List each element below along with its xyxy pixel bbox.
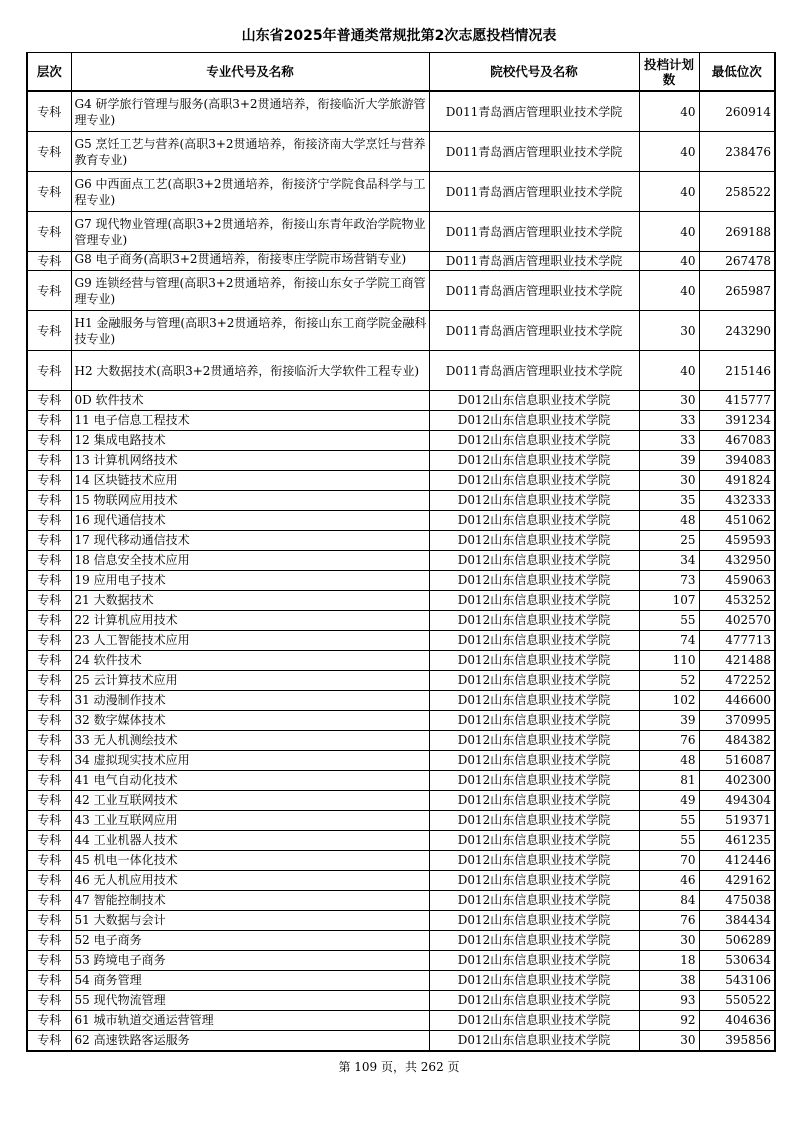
- table-row: [27, 491, 775, 511]
- cell-level: 专科: [27, 451, 71, 471]
- cell-min-rank: 506289: [699, 931, 775, 951]
- cell-plan: 40: [639, 212, 699, 252]
- cell-min-rank: 451062: [699, 511, 775, 531]
- cell-level: 专科: [27, 591, 71, 611]
- cell-min-rank: 404636: [699, 1011, 775, 1031]
- cell-school: D012山东信息职业技术学院: [429, 431, 639, 451]
- cell-plan: 48: [639, 751, 699, 771]
- table-row: [27, 811, 775, 831]
- table-row: [27, 631, 775, 651]
- cell-school: D012山东信息职业技术学院: [429, 451, 639, 471]
- cell-major: 18 信息安全技术应用: [71, 551, 429, 571]
- cell-min-rank: 265987: [699, 271, 775, 311]
- table-row: [27, 571, 775, 591]
- cell-level: 专科: [27, 631, 71, 651]
- cell-min-rank: 391234: [699, 411, 775, 431]
- cell-major: 44 工业机器人技术: [71, 831, 429, 851]
- cell-major: 19 应用电子技术: [71, 571, 429, 591]
- cell-min-rank: 267478: [699, 252, 775, 271]
- cell-min-rank: 550522: [699, 991, 775, 1011]
- cell-level: 专科: [27, 951, 71, 971]
- cell-major: 31 动漫制作技术: [71, 691, 429, 711]
- cell-major: 11 电子信息工程技术: [71, 411, 429, 431]
- cell-plan: 30: [639, 311, 699, 351]
- cell-major: H2 大数据技术(高职3+2贯通培养，衔接临沂大学软件工程专业): [71, 351, 429, 391]
- cell-plan: 52: [639, 671, 699, 691]
- cell-plan: 55: [639, 831, 699, 851]
- table-row: [27, 411, 775, 431]
- cell-school: D012山东信息职业技术学院: [429, 911, 639, 931]
- cell-plan: 40: [639, 271, 699, 311]
- cell-min-rank: 472252: [699, 671, 775, 691]
- table-row: [27, 91, 775, 132]
- cell-plan: 84: [639, 891, 699, 911]
- table-row: [27, 212, 775, 252]
- cell-school: D011青岛酒店管理职业技术学院: [429, 132, 639, 172]
- cell-school: D012山东信息职业技术学院: [429, 571, 639, 591]
- cell-level: 专科: [27, 391, 71, 411]
- cell-min-rank: 484382: [699, 731, 775, 751]
- cell-plan: 74: [639, 631, 699, 651]
- page-footer: 第 109 页，共 262 页: [338, 1060, 460, 1074]
- cell-plan: 30: [639, 391, 699, 411]
- cell-level: 专科: [27, 132, 71, 172]
- cell-school: D012山东信息职业技术学院: [429, 611, 639, 631]
- cell-min-rank: 421488: [699, 651, 775, 671]
- header-plan: 投档计划数: [639, 53, 699, 92]
- cell-plan: 33: [639, 431, 699, 451]
- cell-major: 45 机电一体化技术: [71, 851, 429, 871]
- cell-school: D011青岛酒店管理职业技术学院: [429, 252, 639, 271]
- cell-min-rank: 461235: [699, 831, 775, 851]
- cell-min-rank: 446600: [699, 691, 775, 711]
- table-row: [27, 711, 775, 731]
- cell-school: D012山东信息职业技术学院: [429, 951, 639, 971]
- cell-min-rank: 395856: [699, 1031, 775, 1052]
- table-row: [27, 431, 775, 451]
- cell-school: D012山东信息职业技术学院: [429, 991, 639, 1011]
- cell-major: G5 烹饪工艺与营养(高职3+2贯通培养，衔接济南大学烹饪与营养教育专业): [71, 132, 429, 172]
- table-row: [27, 931, 775, 951]
- cell-level: 专科: [27, 971, 71, 991]
- cell-level: 专科: [27, 571, 71, 591]
- cell-plan: 70: [639, 851, 699, 871]
- table-row: [27, 471, 775, 491]
- table-row: [27, 731, 775, 751]
- table-row: [27, 791, 775, 811]
- cell-level: 专科: [27, 531, 71, 551]
- cell-min-rank: 238476: [699, 132, 775, 172]
- cell-major: 61 城市轨道交通运营管理: [71, 1011, 429, 1031]
- cell-school: D011青岛酒店管理职业技术学院: [429, 311, 639, 351]
- cell-level: 专科: [27, 1011, 71, 1031]
- cell-plan: 39: [639, 711, 699, 731]
- cell-major: 12 集成电路技术: [71, 431, 429, 451]
- table-row: [27, 891, 775, 911]
- cell-school: D012山东信息职业技术学院: [429, 691, 639, 711]
- table-row: [27, 132, 775, 172]
- cell-level: 专科: [27, 851, 71, 871]
- table-row: [27, 911, 775, 931]
- cell-school: D012山东信息职业技术学院: [429, 551, 639, 571]
- cell-school: D012山东信息职业技术学院: [429, 711, 639, 731]
- table-row: [27, 391, 775, 411]
- cell-school: D012山东信息职业技术学院: [429, 631, 639, 651]
- cell-school: D012山东信息职业技术学院: [429, 591, 639, 611]
- header-min-rank: 最低位次: [699, 53, 775, 92]
- cell-major: 16 现代通信技术: [71, 511, 429, 531]
- table-row: [27, 851, 775, 871]
- cell-plan: 40: [639, 172, 699, 212]
- table-header-row: [27, 53, 775, 92]
- cell-min-rank: 491824: [699, 471, 775, 491]
- cell-min-rank: 530634: [699, 951, 775, 971]
- cell-major: H1 金融服务与管理(高职3+2贯通培养，衔接山东工商学院金融科技专业): [71, 311, 429, 351]
- cell-plan: 40: [639, 351, 699, 391]
- cell-level: 专科: [27, 91, 71, 132]
- cell-school: D012山东信息职业技术学院: [429, 471, 639, 491]
- cell-major: 22 计算机应用技术: [71, 611, 429, 631]
- page-title: 山东省2025年普通类常规批第2次志愿投档情况表: [241, 28, 557, 44]
- cell-plan: 30: [639, 931, 699, 951]
- cell-min-rank: 432333: [699, 491, 775, 511]
- cell-min-rank: 459593: [699, 531, 775, 551]
- cell-level: 专科: [27, 172, 71, 212]
- cell-school: D012山东信息职业技术学院: [429, 491, 639, 511]
- table-row: [27, 871, 775, 891]
- cell-school: D012山东信息职业技术学院: [429, 511, 639, 531]
- cell-plan: 39: [639, 451, 699, 471]
- cell-school: D012山东信息职业技术学院: [429, 771, 639, 791]
- cell-major: G4 研学旅行管理与服务(高职3+2贯通培养，衔接临沂大学旅游管理专业): [71, 91, 429, 132]
- cell-min-rank: 260914: [699, 91, 775, 132]
- cell-major: 46 无人机应用技术: [71, 871, 429, 891]
- cell-school: D012山东信息职业技术学院: [429, 891, 639, 911]
- table-row: [27, 591, 775, 611]
- cell-plan: 49: [639, 791, 699, 811]
- cell-level: 专科: [27, 991, 71, 1011]
- cell-level: 专科: [27, 271, 71, 311]
- cell-school: D012山东信息职业技术学院: [429, 931, 639, 951]
- cell-plan: 92: [639, 1011, 699, 1031]
- cell-level: 专科: [27, 691, 71, 711]
- cell-major: 47 智能控制技术: [71, 891, 429, 911]
- cell-major: 13 计算机网络技术: [71, 451, 429, 471]
- cell-plan: 38: [639, 971, 699, 991]
- cell-school: D012山东信息职业技术学院: [429, 731, 639, 751]
- cell-school: D012山东信息职业技术学院: [429, 871, 639, 891]
- cell-level: 专科: [27, 252, 71, 271]
- cell-school: D011青岛酒店管理职业技术学院: [429, 172, 639, 212]
- cell-min-rank: 384434: [699, 911, 775, 931]
- cell-level: 专科: [27, 411, 71, 431]
- cell-level: 专科: [27, 671, 71, 691]
- cell-min-rank: 415777: [699, 391, 775, 411]
- table-row: [27, 691, 775, 711]
- cell-major: 17 现代移动通信技术: [71, 531, 429, 551]
- cell-level: 专科: [27, 491, 71, 511]
- cell-plan: 35: [639, 491, 699, 511]
- cell-min-rank: 215146: [699, 351, 775, 391]
- cell-major: 34 虚拟现实技术应用: [71, 751, 429, 771]
- cell-plan: 34: [639, 551, 699, 571]
- cell-school: D011青岛酒店管理职业技术学院: [429, 351, 639, 391]
- cell-major: 15 物联网应用技术: [71, 491, 429, 511]
- cell-min-rank: 258522: [699, 172, 775, 212]
- cell-level: 专科: [27, 871, 71, 891]
- cell-min-rank: 453252: [699, 591, 775, 611]
- cell-level: 专科: [27, 931, 71, 951]
- cell-major: 54 商务管理: [71, 971, 429, 991]
- cell-school: D012山东信息职业技术学院: [429, 411, 639, 431]
- cell-min-rank: 394083: [699, 451, 775, 471]
- cell-level: 专科: [27, 771, 71, 791]
- table-row: [27, 1011, 775, 1031]
- cell-school: D012山东信息职业技术学院: [429, 851, 639, 871]
- cell-major: 32 数字媒体技术: [71, 711, 429, 731]
- cell-level: 专科: [27, 311, 71, 351]
- table-row: [27, 1031, 775, 1052]
- cell-major: 55 现代物流管理: [71, 991, 429, 1011]
- table-row: [27, 311, 775, 351]
- cell-plan: 55: [639, 611, 699, 631]
- cell-plan: 18: [639, 951, 699, 971]
- cell-school: D012山东信息职业技术学院: [429, 651, 639, 671]
- cell-level: 专科: [27, 911, 71, 931]
- table-body: [27, 91, 775, 1051]
- cell-major: [71, 252, 429, 271]
- cell-major: 0D 软件技术: [71, 391, 429, 411]
- cell-min-rank: 459063: [699, 571, 775, 591]
- cell-min-rank: 477713: [699, 631, 775, 651]
- cell-major: 21 大数据技术: [71, 591, 429, 611]
- cell-major: 62 高速铁路客运服务: [71, 1031, 429, 1052]
- cell-plan: 93: [639, 991, 699, 1011]
- cell-plan: 110: [639, 651, 699, 671]
- cell-plan: 40: [639, 91, 699, 132]
- cell-min-rank: 467083: [699, 431, 775, 451]
- cell-level: 专科: [27, 891, 71, 911]
- cell-school: D012山东信息职业技术学院: [429, 751, 639, 771]
- cell-plan: 46: [639, 871, 699, 891]
- cell-min-rank: 475038: [699, 891, 775, 911]
- header-school: 院校代号及名称: [429, 53, 639, 92]
- cell-plan: 33: [639, 411, 699, 431]
- cell-school: D011青岛酒店管理职业技术学院: [429, 271, 639, 311]
- cell-school: D012山东信息职业技术学院: [429, 831, 639, 851]
- table-row: [27, 351, 775, 391]
- cell-level: 专科: [27, 431, 71, 451]
- cell-level: 专科: [27, 651, 71, 671]
- cell-plan: 107: [639, 591, 699, 611]
- cell-major: 41 电气自动化技术: [71, 771, 429, 791]
- header-major: 专业代号及名称: [71, 53, 429, 92]
- table-row: [27, 971, 775, 991]
- cell-level: 专科: [27, 1031, 71, 1052]
- cell-plan: 55: [639, 811, 699, 831]
- cell-major: G6 中西面点工艺(高职3+2贯通培养，衔接济宁学院食品科学与工程专业): [71, 172, 429, 212]
- table-row: [27, 831, 775, 851]
- cell-school: D012山东信息职业技术学院: [429, 671, 639, 691]
- cell-plan: 30: [639, 1031, 699, 1052]
- cell-level: 专科: [27, 711, 71, 731]
- cell-level: 专科: [27, 611, 71, 631]
- cell-level: 专科: [27, 811, 71, 831]
- cell-min-rank: 519371: [699, 811, 775, 831]
- table-row: [27, 951, 775, 971]
- cell-level: 专科: [27, 471, 71, 491]
- cell-plan: 76: [639, 911, 699, 931]
- cell-major: 23 人工智能技术应用: [71, 631, 429, 651]
- cell-level: 专科: [27, 751, 71, 771]
- cell-major-text: G8 电子商务(高职3+2贯通培养，衔接枣庄学院市场营销专业): [74, 252, 407, 266]
- cell-level: 专科: [27, 511, 71, 531]
- cell-min-rank: 370995: [699, 711, 775, 731]
- cell-plan: 102: [639, 691, 699, 711]
- cell-min-rank: 402300: [699, 771, 775, 791]
- table-row: [27, 991, 775, 1011]
- table-row: [27, 172, 775, 212]
- cell-level: 专科: [27, 731, 71, 751]
- cell-plan: 48: [639, 511, 699, 531]
- cell-level: 专科: [27, 551, 71, 571]
- cell-school: D012山东信息职业技术学院: [429, 811, 639, 831]
- cell-min-rank: 494304: [699, 791, 775, 811]
- table-row: [27, 611, 775, 631]
- cell-level: 专科: [27, 351, 71, 391]
- cell-plan: 40: [639, 252, 699, 271]
- cell-school: D012山东信息职业技术学院: [429, 1031, 639, 1052]
- cell-major: 25 云计算技术应用: [71, 671, 429, 691]
- cell-plan: 76: [639, 731, 699, 751]
- cell-major: 33 无人机测绘技术: [71, 731, 429, 751]
- cell-min-rank: 402570: [699, 611, 775, 631]
- cell-school: D011青岛酒店管理职业技术学院: [429, 212, 639, 252]
- cell-school: D012山东信息职业技术学院: [429, 531, 639, 551]
- cell-min-rank: 543106: [699, 971, 775, 991]
- table-row: [27, 451, 775, 471]
- cell-plan: 30: [639, 471, 699, 491]
- table-row: [27, 271, 775, 311]
- table-row: [27, 531, 775, 551]
- cell-major: 52 电子商务: [71, 931, 429, 951]
- table-row: [27, 651, 775, 671]
- cell-min-rank: 429162: [699, 871, 775, 891]
- cell-min-rank: 269188: [699, 212, 775, 252]
- table-row: [27, 671, 775, 691]
- cell-level: 专科: [27, 831, 71, 851]
- header-level: 层次: [27, 53, 71, 92]
- cell-min-rank: 516087: [699, 751, 775, 771]
- cell-major: 51 大数据与会计: [71, 911, 429, 931]
- cell-level: 专科: [27, 791, 71, 811]
- cell-plan: 81: [639, 771, 699, 791]
- cell-school: D012山东信息职业技术学院: [429, 1011, 639, 1031]
- cell-min-rank: 432950: [699, 551, 775, 571]
- table-row: [27, 511, 775, 531]
- cell-school: D011青岛酒店管理职业技术学院: [429, 91, 639, 132]
- cell-plan: 73: [639, 571, 699, 591]
- cell-min-rank: 243290: [699, 311, 775, 351]
- cell-plan: 25: [639, 531, 699, 551]
- admission-table: [26, 52, 776, 1052]
- cell-major: 43 工业互联网应用: [71, 811, 429, 831]
- cell-major: 24 软件技术: [71, 651, 429, 671]
- cell-major: 14 区块链技术应用: [71, 471, 429, 491]
- cell-min-rank: 412446: [699, 851, 775, 871]
- table-row: [27, 771, 775, 791]
- cell-school: D012山东信息职业技术学院: [429, 391, 639, 411]
- table-row: [27, 551, 775, 571]
- cell-major: G7 现代物业管理(高职3+2贯通培养，衔接山东青年政治学院物业管理专业): [71, 212, 429, 252]
- cell-school: D012山东信息职业技术学院: [429, 791, 639, 811]
- cell-level: 专科: [27, 212, 71, 252]
- cell-major: 42 工业互联网技术: [71, 791, 429, 811]
- cell-major: G9 连锁经营与管理(高职3+2贯通培养，衔接山东女子学院工商管理专业): [71, 271, 429, 311]
- cell-school: D012山东信息职业技术学院: [429, 971, 639, 991]
- table-row: [27, 751, 775, 771]
- cell-plan: 40: [639, 132, 699, 172]
- cell-major: 53 跨境电子商务: [71, 951, 429, 971]
- table-row: [27, 252, 775, 271]
